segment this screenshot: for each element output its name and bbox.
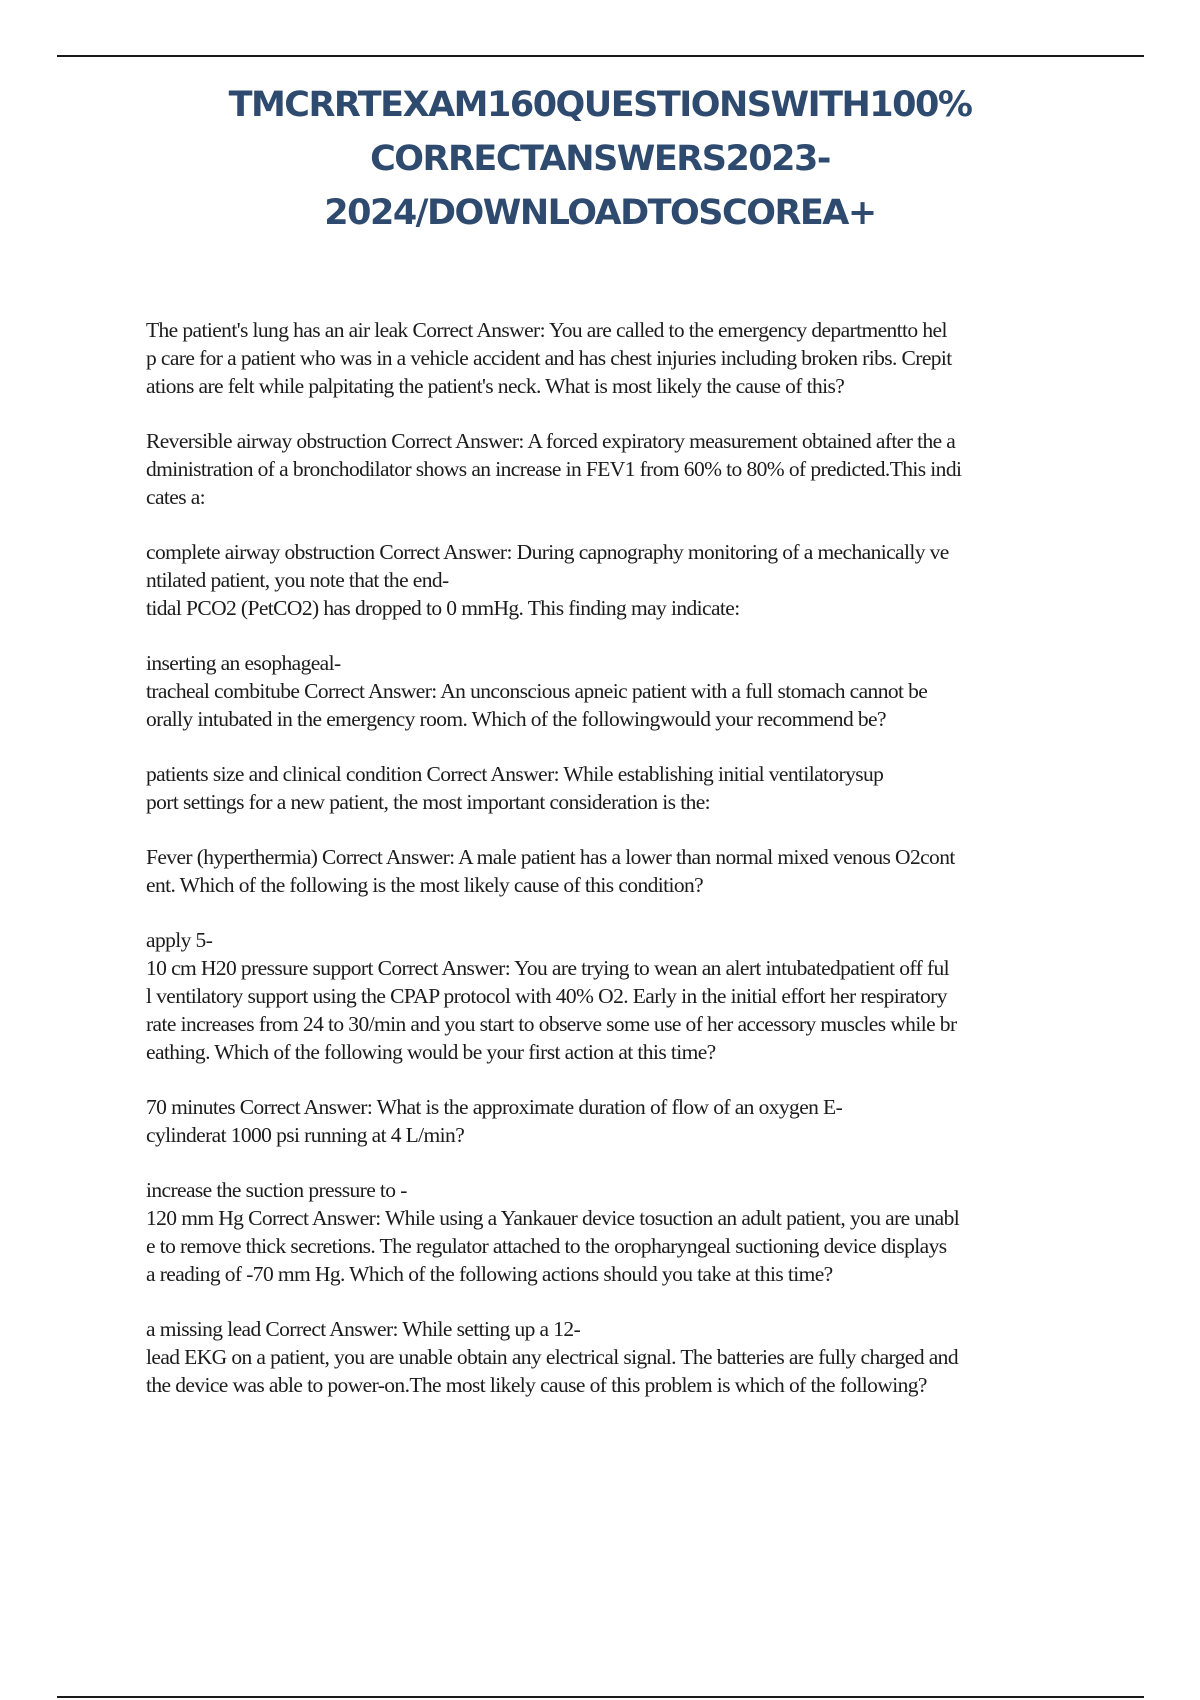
text-line: tracheal combitube Correct Answer: An unconscious apneic patient with a full stomach cannot be bbox=[146, 679, 928, 703]
question-answer-8 bbox=[146, 1093, 1096, 1149]
question-answer-3 bbox=[146, 538, 1096, 622]
text-line: complete airway obstruction Correct Answer: During capnography monitoring of a mechanically ve bbox=[146, 540, 949, 564]
text-line: l ventilatory support using the CPAP protocol with 40% O2. Early in the initial effort her respiratory bbox=[146, 984, 947, 1008]
title-line: CORRECTANSWERS2023- bbox=[370, 139, 830, 179]
question-answer-10 bbox=[146, 1315, 1096, 1399]
text-line: the device was able to power-on.The most likely cause of this problem is which of the following? bbox=[146, 1373, 927, 1397]
text-line: cylinderat 1000 psi running at 4 L/min? bbox=[146, 1123, 465, 1147]
text-line: port settings for a new patient, the most important consideration is the: bbox=[146, 790, 711, 814]
text-line: Fever (hyperthermia) Correct Answer: A male patient has a lower than normal mixed venous O2cont bbox=[146, 845, 955, 869]
text-line: The patient's lung has an air leak Correct Answer: You are called to the emergency departmentto hel bbox=[146, 318, 947, 342]
text-line: tidal PCO2 (PetCO2) has dropped to 0 mmHg. This finding may indicate: bbox=[146, 596, 740, 620]
text-line: ent. Which of the following is the most likely cause of this condition? bbox=[146, 873, 704, 897]
question-list bbox=[146, 316, 1096, 1426]
bottom-divider bbox=[57, 1696, 1144, 1698]
text-line: lead EKG on a patient, you are unable obtain any electrical signal. The batteries are fully charged and bbox=[146, 1345, 958, 1369]
question-answer-1 bbox=[146, 316, 1096, 400]
text-line: e to remove thick secretions. The regulator attached to the oropharyngeal suctioning device displays bbox=[146, 1234, 947, 1258]
question-answer-7 bbox=[146, 926, 1096, 1066]
question-answer-5 bbox=[146, 760, 1096, 816]
question-answer-2 bbox=[146, 427, 1096, 511]
text-line: a reading of -70 mm Hg. Which of the following actions should you take at this time? bbox=[146, 1262, 833, 1286]
text-line: increase the suction pressure to - bbox=[146, 1178, 407, 1202]
question-answer-4 bbox=[146, 649, 1096, 733]
text-line: orally intubated in the emergency room. Which of the followingwould your recommend be? bbox=[146, 707, 886, 731]
text-line: inserting an esophageal- bbox=[146, 651, 341, 675]
question-answer-6 bbox=[146, 843, 1096, 899]
text-line: dministration of a bronchodilator shows an increase in FEV1 from 60% to 80% of predicted.This indi bbox=[146, 457, 962, 481]
text-line: 120 mm Hg Correct Answer: While using a Yankauer device tosuction an adult patient, you are unabl bbox=[146, 1206, 960, 1230]
text-line: rate increases from 24 to 30/min and you start to observe some use of her accessory muscles while br bbox=[146, 1012, 957, 1036]
top-divider bbox=[57, 55, 1144, 57]
text-line: Reversible airway obstruction Correct Answer: A forced expiratory measurement obtained after the a bbox=[146, 429, 956, 453]
title-line: TMCRRTEXAM160QUESTIONSWITH100% bbox=[228, 85, 972, 125]
text-line: cates a: bbox=[146, 485, 206, 509]
text-line: eathing. Which of the following would be your first action at this time? bbox=[146, 1040, 716, 1064]
title-line: 2024/DOWNLOADTOSCOREA+ bbox=[324, 193, 876, 233]
text-line: 70 minutes Correct Answer: What is the approximate duration of flow of an oxygen E- bbox=[146, 1095, 843, 1119]
question-answer-9 bbox=[146, 1176, 1096, 1288]
text-line: patients size and clinical condition Correct Answer: While establishing initial ventilatorysup bbox=[146, 762, 884, 786]
text-line: 10 cm H20 pressure support Correct Answer: You are trying to wean an alert intubatedpatient off ful bbox=[146, 956, 949, 980]
text-line: ntilated patient, you note that the end- bbox=[146, 568, 449, 592]
document-title bbox=[100, 78, 1100, 240]
text-line: apply 5- bbox=[146, 928, 213, 952]
text-line: a missing lead Correct Answer: While setting up a 12- bbox=[146, 1317, 581, 1341]
text-line: p care for a patient who was in a vehicle accident and has chest injuries including broken ribs. Crepit bbox=[146, 346, 952, 370]
text-line: ations are felt while palpitating the patient's neck. What is most likely the cause of this? bbox=[146, 374, 845, 398]
